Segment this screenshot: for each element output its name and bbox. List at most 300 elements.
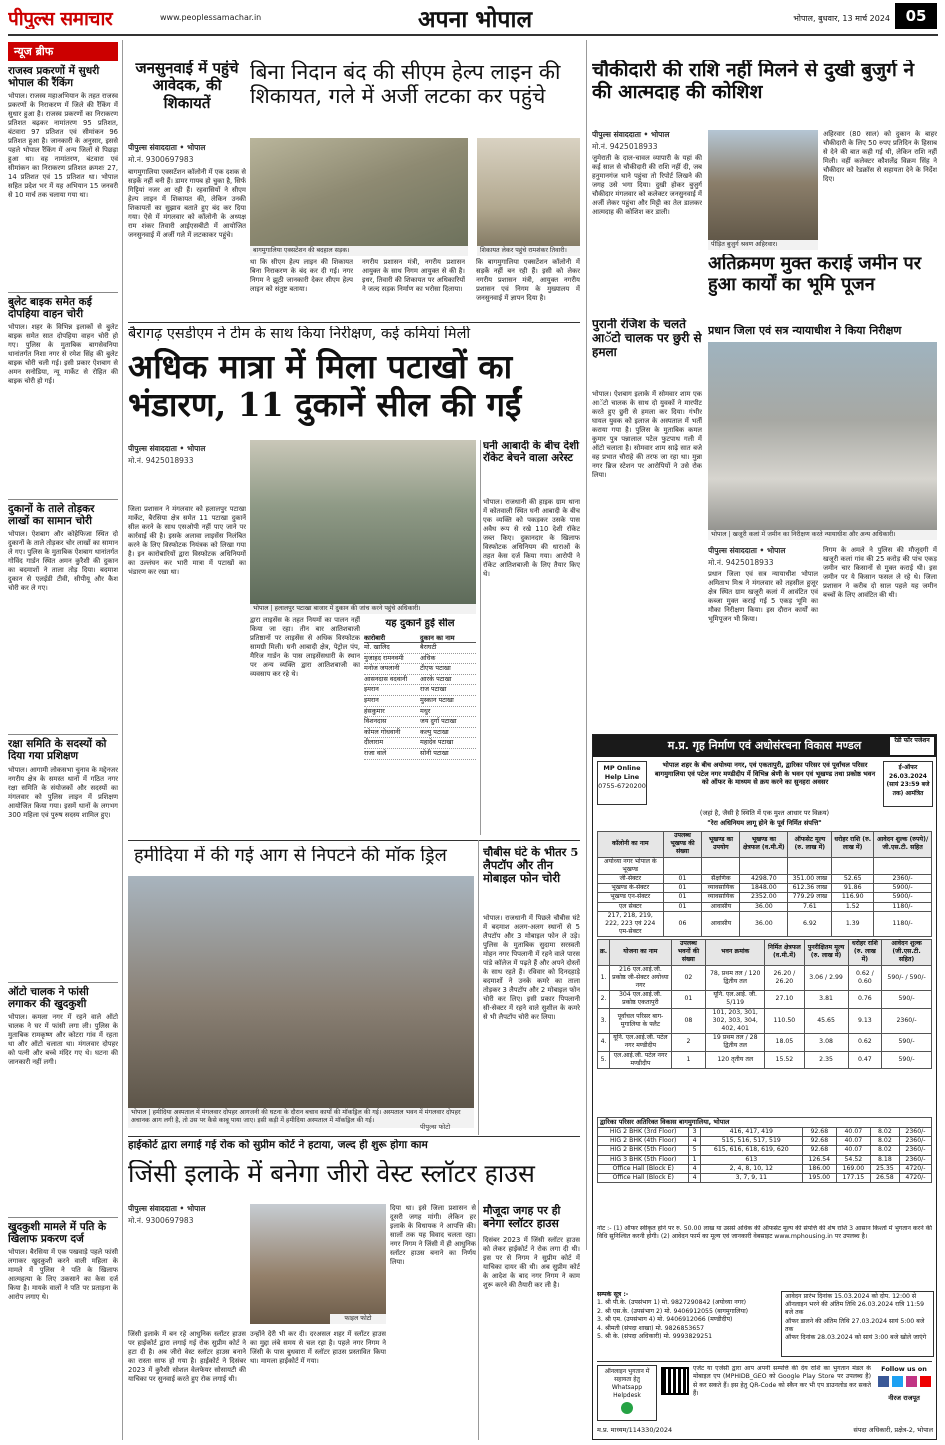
zero-col1: जिंसी इलाके में बन रहे आधुनिक स्लॉटर हाउस पर हाईकोर्ट द्वारा लगाई गई रोक सुप्रीम कोर्ट ने हटा दी है। अब जीरो वेस्ट स्लॉटर हाउस बनाने का रास्ता साफ हो गया है। हाईकोर्ट ने दिसंबर 2023 में कुरैशी सोशल वेलफेयर सोसायटी की याचिका पर सुनवाई करते हुए रोक लगाई थी। (128, 1330, 246, 1383)
table-cell: 1.52 (832, 902, 874, 911)
table-cell: 0.47 (848, 1051, 881, 1068)
table-cell: HIG 2 BHK (4th Floor) (598, 1137, 689, 1146)
table-cell: 26.20 / 26.20 (765, 965, 804, 991)
table-row (598, 1137, 932, 1146)
mock-photo-caption: भोपाल | हमीदिया अस्पताल में मंगलवार दोपहर आगजनी की घटना के दौरान बचाव कार्यों की मॉकड्रिल की गई। अस्पताल भवन में मंगलवार दोपहर अचानक आग लगी है, तो उस पर कैसे काबू पाया जाए। इसी कड़ी में हमीदिया अस्पताल में मॉकड्रिल की गई। (128, 1108, 474, 1128)
table-cell: 613 (700, 1155, 802, 1164)
table-cell: 8.02 (870, 1128, 899, 1137)
table-cell (874, 857, 932, 874)
table-row (598, 1164, 932, 1173)
sidebar-title: न्यूज ब्रीफ (8, 42, 118, 61)
sealed-table-cell: आरके पटाखा (420, 674, 452, 683)
table-cell: HIG 2 BHK (5th Floor) (598, 1146, 689, 1155)
table-cell: 52.65 (832, 875, 874, 884)
top-left-col1: बागमुगालिया एक्सटेंशन कॉलोनी में एक दशक से सड़कें नहीं बनी हैं। डामर गायब हो चुका है, सिर्फ गिट्टियां नजर आ रही हैं। रहवासियों ने सीएम हेल्प लाइन में शिकायत की, लेकिन उनकी शिकायतों का सुझाव बताते हुए बंद कर दिया गया। ऐसे में मंगलवार को कॉलोनी के अध्यक्ष राम शंकर तिवारी आईएसबीटी में आयोजित जनसुनवाई में अर्जी गले में लटकाकर पहुंचे। (128, 168, 246, 239)
protester-photo-caption: शिकायत लेकर पहुंचे रामशंकर तिवारी। (477, 246, 580, 256)
table-header-cell: भूखण्ड का उपयोग (702, 832, 740, 858)
sealed-table-row (364, 717, 476, 728)
brief-headline: दुकानों के ताले तोड़कर लाखों का सामान चोरी (8, 503, 95, 528)
table-cell: एल सेक्टर (598, 902, 664, 911)
table-cell: 40.07 (836, 1128, 870, 1137)
table-row (598, 1128, 932, 1137)
sealed-table-cell: दीलाराम (364, 738, 384, 747)
table-cell: 3.06 / 2.99 (804, 965, 848, 991)
zero-byline: पीपुल्स संवाददाता • भोपाल (128, 1204, 206, 1213)
brief-body: भोपाल। आगामी लोकसभा चुनाव के मद्देनजर नगरीय क्षेत्र के समस्त थानों में गठित नगर रक्षा समिति के संयोजकों और सदस्यों का मंगलवार को पुलिस लाइन में प्रशिक्षण आयोजित किया गया। इसमें थानों के लगभग 300 महिला एवं पुरुष सदस्य शामिल हुए। (8, 765, 118, 819)
advert-note: नोट :- (1) ऑफर स्वीकृत होने पर रु. 50.00 लाख या उससे अधिक की ऑफसेट मूल्य की संपत्ति की शेष राशि 3 आसान किश्तों में भुगतान करने की विधि सुनिश्चित करनी होगी। (2) आवेदन फार्म का मूल्य एवं जानकारी वेबसाइट www.mphousing.in पर उपलब्ध है। (597, 1225, 932, 1241)
table-header-cell: धरोहर राशि (रु. लाख में) (832, 832, 874, 858)
flats-table (597, 939, 932, 1069)
protester-photo (477, 138, 580, 254)
theft-body: भोपाल। राजधानी में पिछले चौबीस घंटे में बदमाश अलग-अलग स्थानों से 5 लैपटॉप और 3 मोबाइल फोन ले उड़े। पुलिस के मुताबिक सुदामा सरस्वती मोहन नगर पिपलानी में रहने वाले पारस पांडे कॉलेज में पढ़ते हैं और अपने दोस्तों के साथ रहते हैं। रविवार को दिनदहाड़े बदमाशों ने उनके कमरे का ताला तोड़कर 3 लैपटॉप और 2 मोबाइल फोन चोरी कर लिए। इसी प्रकार पिपलानी सी-सेक्टर में रहने वाले सुशील के कमरे से भी लैपटॉप चोरी कर लिया। (483, 914, 580, 1021)
table-cell: 590/- (882, 991, 932, 1008)
advert-title: म.प्र. गृह निर्माण एवं अधोसंरचना विकास मण्डल (667, 739, 862, 752)
table-cell: 01 (663, 875, 702, 884)
plots-table-wrap (597, 831, 932, 937)
table-header-cell: उपलब्ध भवनों की संख्या (671, 940, 706, 966)
top-right-mobile: मो.नं. 9425018933 (592, 142, 658, 151)
brief-headline: खुदकुशी मामले में पति के खिलाफ प्रकरण दर्ज (8, 1220, 107, 1245)
top-left-col3: नगरीय प्रशासन मंत्री, नगरीय प्रशासन आयुक्त के साथ निगम आयुक्त से की है। इधर, तिवारी की शिकायत पर अधिकारियों ने जल्द सड़क निर्माण का भरोसा दिलाया। (362, 258, 465, 293)
contact-item: 5. श्री के. (संपदा अधिकारी) मो. 9993829251 (597, 1333, 713, 1341)
table-cell: 40.07 (836, 1137, 870, 1146)
sealed-table-cell: सोनी पटाखा (420, 748, 449, 757)
inspection-photo-caption: भोपाल | खजूरी कलां में जमीन का निरीक्षण करते न्यायाधीश और अन्य अधिकारी। (708, 530, 937, 540)
officer-name: नीरज राजपूत (888, 1394, 920, 1402)
sealed-table-cell: मो. खालिद (364, 643, 390, 651)
sealed-table-cell: राजा वाले (364, 748, 387, 757)
sealed-table-header (364, 633, 476, 643)
table-cell: 216 एल.आई.जी. प्रकोष्ठ जी-सेक्टर अयोध्या नगर (610, 965, 672, 991)
advert-band (593, 735, 936, 757)
brief-body: भोपाल। राजस्व महाअभियान के तहत राजस्व प्रकरणों के निराकरण में जिले की रैंकिंग में सुधार हुआ है। राजस्व प्रकरणों का निराकरण प्रतिशत बढ़कर नामांतरण 95 प्रतिशत, बंटवारा 97 प्रतिशत एवं सीमांकन 96 प्रतिशत हुआ है। जानकारी के अनुसार, इससे पहले भोपाल रैंकिंग में अन्य जिलों से पिछड़ा हुआ था। वह नामांतरण, बंटवारा एवं सीमांकन का निराकरण प्रतिशत क्रमशः 27, 14 प्रतिशत एवं 15 प्रतिशत था। भोपाल सहित प्रदेश भर में यह अभियान 15 जनवरी से 10 मार्च तक चलाया गया था। (8, 92, 118, 200)
table-cell: 4 (689, 1174, 700, 1183)
table-cell: 19 प्रथम तल / 28 द्वितीय तल (706, 1034, 765, 1051)
sidebar-divider (122, 40, 123, 1440)
social-icons (875, 1376, 933, 1387)
table-cell: 18.05 (765, 1034, 804, 1051)
table-cell: 6.92 (788, 911, 832, 937)
table-cell: 2, 4, 8, 10, 12 (700, 1164, 802, 1173)
top-right-col2: अहिरवार (80 साल) को दुकान के बाहर चौकीदारी के लिए 50 रुपए प्रतिदिन के हिसाब से देने की बात कही गई थी, लेकिन राशि नहीं मिली। वहीं कलेक्टर कौशलेंद्र विक्रम सिंह ने चौकीदार को रेडक्रॉस से सहायता देने के निर्देश दिए। (823, 130, 937, 183)
contact-title: सम्पर्क सूत्र :- (597, 1291, 629, 1298)
table-cell: 120 तृतीय तल (706, 1051, 765, 1068)
encroach-mobile: मो.नं. 9425018933 (708, 558, 774, 567)
top-left-side-headline: जनसुनवाई में पहुंचे आवेदक, की शिकायतें (135, 60, 239, 112)
table-cell: 91.86 (832, 884, 874, 893)
helpline-label: MP Online Help Line (603, 764, 641, 781)
table-cell: 615, 616, 618, 619, 620 (700, 1146, 802, 1155)
table-cell: 5900/- (874, 893, 932, 902)
table-cell: 2360/- (882, 1008, 932, 1034)
table-cell: 3, 7, 9, 11 (700, 1174, 802, 1183)
table-cell: 92.68 (802, 1128, 836, 1137)
contact-item: 3. श्री एम. (उपसंभाग 4) मो. 9406912066 (मण्डीदीप) (597, 1316, 733, 1324)
table-cell: 110.50 (765, 1008, 804, 1034)
table-cell: 2352.00 (740, 893, 788, 902)
brief-body: भोपाल। शहर के विभिन्न इलाकों से बुलेट बाइक समेत सात दोपहिया वाहन चोरी हो गए। पुलिस के मुताबिक बागसेवनिया थानांतर्गत निशा नगर से रमेश सिंह की बुलेट बाइक चोरी चली गई। इसी प्रकार ऐशबाग से अमन सनोडिया, न्यू मार्केट से रोहित की बाइक चोरी हो गई। (8, 323, 118, 386)
e-offer-box: ई-ऑफर 26.03.2024 (सायं 23:59 बजे तक) आमंत्रित (883, 761, 933, 807)
brief-headline: बुलेट बाइक समेत कई दोपहिया वाहन चोरी (8, 296, 92, 321)
table-cell: भूखण्ड एन-सेक्टर (598, 893, 664, 902)
table-cell: 1. (598, 965, 610, 991)
encroach-col2: निगम के अमले ने पुलिस की मौजूदगी में खजूरी कलां गांव की 25 करोड़ की पांच एकड़ जमीन चार किसानों से मुक्त कराई थी। इस जमीन पर ये किसान फसल ले रहे थे। जिला प्रशासन ने करीब दो साल पहले यह जमीन बच्चों के लिए आवंटित की थी। (823, 546, 937, 599)
brief-item (8, 499, 118, 730)
zero-headline: जिंसी इलाके में बनेगा जीरो वेस्ट स्लॉटर हाउस (128, 1160, 535, 1188)
zero-side-body: दिसंबर 2023 में जिंसी स्लॉटर हाउस को लेकर हाईकोर्ट ने रोक लगा दी थी। इस पर से निगम ने सुप्रीम कोर्ट में याचिका दायर की थी। अब सुप्रीम कोर्ट के आदेश के बाद नगर निगम ने काम शुरू करने की तैयारी कर ली है। (483, 1236, 580, 1289)
brief-headline: ऑटो चालक ने फांसी लगाकर की खुदकुशी (8, 985, 89, 1010)
header-trader: कारोबारी (364, 634, 386, 642)
column-divider (480, 440, 481, 835)
table-cell: 36.00 (740, 911, 788, 937)
table-cell: 2360/- (874, 875, 932, 884)
table-cell: 4720/- (899, 1174, 931, 1183)
header-shop: दुकान का नाम (420, 634, 455, 642)
advert-notice: (जहां है, जैसी है स्थिति में एक मुश्त आधार पर विक्रय) (699, 809, 830, 817)
sealed-table-row (364, 707, 476, 718)
sealed-table-row (364, 749, 476, 760)
table-cell: 02 (671, 965, 706, 991)
table-cell: 8.02 (870, 1137, 899, 1146)
firecracker-shop-photo (250, 440, 476, 604)
table-cell: 4. (598, 1034, 610, 1051)
table-cell: 45.65 (804, 1008, 848, 1034)
contact-item: 1. श्री पी.के. (उपसंभाग 1) मो. 9827290842 (अयोध्या नगर) (597, 1299, 747, 1307)
table-header-cell: धरोहर राशि (रु. लाख में) (848, 940, 881, 966)
ranjit-headline: पुरानी रंजिश के चलते आॅटो चालक पर छुरी से हमला (592, 318, 702, 359)
sealed-table-cell: इमरान (364, 695, 379, 704)
table-header-cell: भवन क्रमांक (706, 940, 765, 966)
contact-item: 2. श्री एस.के. (उपसंभाग 2) मो. 9406912055 (बागमुगालिया) (597, 1307, 749, 1315)
top-left-col4: कि बागमुगालिया एक्सटेंशन कॉलोनी में सड़कें नहीं बन रही हैं। इसी को लेकर नगरीय प्रशासन मंत्री, आयुक्त नगरीय प्रशासन एवं निगम के मुख्यालय में जनसुनवाई में ज्ञापन दिया है। (476, 258, 580, 302)
table-row (598, 1008, 932, 1034)
table-cell: 8.18 (870, 1155, 899, 1164)
helpline-number: 0755-6720200 (598, 782, 646, 790)
flats-table-wrap (597, 939, 932, 1069)
top-left-byline: पीपुल्स संवाददाता • भोपाल (128, 143, 206, 152)
table-cell: 5900/- (874, 884, 932, 893)
table-row (598, 1034, 932, 1051)
dwarika-table-wrap (597, 1117, 932, 1183)
table-cell: 1848.00 (740, 884, 788, 893)
plots-table (597, 831, 932, 937)
table-cell: 3.08 (804, 1034, 848, 1051)
arrest-headline: घनी आबादी के बीच देशी रॉकेट बेचने वाला अरेस्ट (483, 440, 579, 465)
table-cell: 195.00 (802, 1174, 836, 1183)
mock-drill-photo (128, 876, 474, 1108)
table-row (598, 1174, 932, 1183)
table-cell: 612.36 लाख (788, 884, 832, 893)
zero-col3: दिया था। इसे जिला प्रशासन से दूसरी जगह मांगी। लेकिन हर इलाके के विधायक ने आपत्ति की। सालों तक यह विवाद चलता रहा। नगर निगम ने जिंसी में ही आधुनिक स्लॉटर हाउस बनाने का निर्णय लिया। (390, 1204, 476, 1266)
main-byline: पीपुल्स संवाददाता • भोपाल (128, 444, 206, 453)
table-row (598, 893, 932, 902)
zero-rule (128, 1136, 580, 1137)
table-cell: 416, 417, 419 (700, 1128, 802, 1137)
header-rule (8, 34, 938, 36)
sealed-table-cell: विशनदास (364, 717, 387, 726)
masthead-logo[interactable]: पीपुल्स समाचार (8, 8, 113, 29)
table-cell: 2360/- (899, 1128, 931, 1137)
instagram-icon[interactable] (906, 1376, 917, 1387)
helpline-box[interactable] (597, 761, 647, 805)
sealed-table-cell: मनोज जयलानी (364, 664, 400, 673)
table-header-cell: आवेदन शुल्क (जी.एस.टी. सहित) (882, 940, 932, 966)
twitter-icon[interactable] (892, 1376, 903, 1387)
sealed-table-cell: मधुर (420, 706, 431, 715)
sealed-table-cell: मुजाहद रामनवमी (364, 653, 404, 662)
table-cell: भूखण्ड के-सेक्टर (598, 884, 664, 893)
table-cell: 15.52 (765, 1051, 804, 1068)
table-cell: 126.54 (802, 1155, 836, 1164)
table-header-cell: पुनरीक्षितम मूल्य (रु. लाख में) (804, 940, 848, 966)
sealed-table-cell: अधिक (420, 653, 436, 662)
qr-code-icon[interactable] (661, 1367, 689, 1395)
whatsapp-icon (621, 1402, 633, 1414)
table-row (598, 857, 932, 874)
slaughterhouse-photo-caption: फाइल फोटो (330, 1314, 386, 1324)
sealed-table-cell: टीएफ पटाखा (420, 664, 451, 673)
issue-date: भोपाल, बुधवार, 13 मार्च 2024 (793, 14, 890, 23)
table-header-cell: आवेदन शुल्क (रुपये)/जी.एस.टी. सहित (874, 832, 932, 858)
table-row (598, 911, 932, 937)
table-row (598, 902, 932, 911)
table-cell: 169.00 (836, 1164, 870, 1173)
table-cell: 304 एल.आई.जी. प्रकोष्ठ एकतापुरी (610, 991, 672, 1008)
contact-list (597, 1291, 777, 1357)
main-col2: द्वारा लाइसेंस के तहत नियमों का पालन नहीं किया जा रहा। तीन बार आतिशबाजी प्रतिष्ठानों पर लाइसेंस से अधिक विस्फोटक सामग्री मिली। घनी आबादी क्षेत्र, पेट्रोल पंप, मैरिज गार्डन के पास लाइसेंसधारी के स्थान पर अन्य व्यक्ति द्वारा आतिशबाजी का व्यवसाय कर रहे थे। (250, 616, 360, 678)
table-cell (663, 857, 702, 874)
sealed-table-cell: इमरान (364, 685, 379, 694)
table-cell: 01 (671, 991, 706, 1008)
table-cell: 1.39 (832, 911, 874, 937)
ranjit-body: भोपाल। ऐशबाग इलाके में सोमवार शाम एक आॅटो चालक के साथ दो युवकों ने मारपीट करते हुए छुरी से हमला कर दिया। गंभीर घायल युवक को इलाज के अस्पताल में भर्ती कराया गया है। पुलिस के मुताबिक कमल कुमार पुत्र पन्नालाल पटेल फुटपाथ गली में ऑटो चलाता है। सोमवार शाम साढ़े सात बजे वह प्रभात चौराहे की तरफ जा रहा था। मुन्ना नगर ब्रिज स्टेशन पर आरोपियों ने उसे रोक लिया। (592, 390, 702, 479)
table-cell: 8.02 (870, 1146, 899, 1155)
table-cell: 177.15 (836, 1174, 870, 1183)
table-cell: 5. (598, 1051, 610, 1068)
table-cell: 92.68 (802, 1137, 836, 1146)
table-cell: 3. (598, 1008, 610, 1034)
brief-item (8, 982, 118, 1213)
table-cell: 217, 218, 219, 222, 223 एवं 224 एम-सेक्टर (598, 911, 664, 937)
table-cell: एल.आई.जी. पटेल नगर मण्डीदीप (610, 1051, 672, 1068)
officer-title: संपदा अधिकारी, प्रक्षेत्र-2, भोपाल (853, 1426, 933, 1434)
dwarika-table-title: द्वारिका परिसर अतिरिक्त विकास बागमुगालिया, भोपाल (597, 1117, 932, 1127)
column-divider (478, 1200, 479, 1440)
sealed-table-row (364, 728, 476, 739)
whatsapp-helpdesk-text: ऑनलाइन भुगतान में सहायता हेतु Whatsapp Helpdesk (604, 1368, 650, 1399)
table-cell: 92.68 (802, 1146, 836, 1155)
key-date: ऑफर दिनांक 28.03.2024 को सायं 3:00 बजे खोले जाएंगे (785, 1334, 927, 1342)
table-cell: 4 (689, 1164, 700, 1173)
table-cell: 78, प्रथम तल / 120 द्वितीय तल (706, 965, 765, 991)
table-cell: 590/- (882, 1034, 932, 1051)
table-cell (832, 857, 874, 874)
table-header-cell: योजना का नाम (610, 940, 672, 966)
zero-col2: उन्होंने देरी भी कर दी। दरअसल शहर में स्लॉटर हाउस का मुद्दा लंबे समय से चल रहा है। पहले नगर निगम ने जिंसी के पास बुधवारा में स्लॉटर हाउस प्रस्तावित किया था। मामला हाईकोर्ट में गया। (250, 1330, 386, 1365)
mock-rule (128, 840, 580, 841)
table-cell: 3 (689, 1128, 700, 1137)
sealed-table-cell: कल्पु पटाखा (420, 727, 449, 736)
table-cell: 2 (671, 1034, 706, 1051)
sealed-table-cell: बैराघटी (420, 643, 437, 651)
table-cell: 2360/- (899, 1155, 931, 1164)
brief-body: भोपाल। कमला नगर में रहने वाले ऑटो चालक ने घर में फांसी लगा ली। पुलिस के मुताबिक रामकृष्ण और कोटरा गांव में रहता था और ऑटो चलाता था। मंगलवार दोपहर को पत्नी और बच्चे मंदिर गए थे। घटना की जानकारी नहीं लगी। (8, 1012, 118, 1066)
encroach-subhead: प्रधान जिला एवं सत्र न्यायाधीश ने किया निरीक्षण (708, 324, 902, 337)
table-cell: 36.00 (740, 902, 788, 911)
table-cell: 351.00 लाख (788, 875, 832, 884)
sealed-table-row (364, 643, 476, 654)
advert-slogan: "रेरा अधिनियम लागू होने के पूर्व निर्मित संपत्ति" (707, 819, 822, 827)
table-cell: 9.13 (848, 1008, 881, 1034)
table-cell: 779.29 लाख (788, 893, 832, 902)
main-headline: अधिक मात्रा में मिला पटाखों का भंडारण, 11 दुकानें सील की गईं (128, 348, 522, 424)
table-cell: 590/- (882, 1051, 932, 1068)
inspection-photo (708, 342, 937, 538)
brief-item (8, 1217, 118, 1440)
road-photo (250, 138, 468, 254)
encroach-headline: अतिक्रमण मुक्त कराई जमीन पर हुआ कार्यों का भूमि पूजन (708, 254, 922, 295)
table-row (598, 991, 932, 1008)
key-dates-box (781, 1291, 934, 1357)
table-cell: आवासीय (702, 911, 740, 937)
road-photo-caption: बागमुगालिया एक्सटेंशन की बदहाल सड़क। (250, 246, 468, 256)
sealed-table-cell: कोमल गोधवानी (364, 727, 401, 736)
table-cell: 101, 203, 301, 302, 303, 304, 402, 401 (706, 1008, 765, 1034)
top-right-headline: चौकीदारी की राशि नहीं मिलने से दुखी बुजुर्ग ने की आत्मदाह की कोशिश (592, 60, 915, 103)
advert-intro: भोपाल शहर के बीच अयोध्या नगर, एवं एकतापुरी, द्वारिका परिसर एवं पूर्वांचल परिसर बागमुगालिया एवं पटेल नगर मण्डीदीप में विभिन्न श्रेणी के भवन एवं भूखण्ड तथा प्रकोष्ठ भवन को ऑफर के माध्यम से क्रय करने का सुनहरा अवसर (654, 761, 876, 787)
social-box (875, 1365, 933, 1421)
table-cell: 515, 516, 517, 519 (700, 1137, 802, 1146)
page-number: 05 (895, 3, 937, 29)
table-row (598, 875, 932, 884)
table-cell: यूनि. एल.आई. जी. 5/119 (706, 991, 765, 1008)
sealed-table-cell: हंसकुमार (364, 706, 385, 715)
table-header-cell: निर्मित क्षेत्रफल (व.मी.में) (765, 940, 804, 966)
table-cell: 01 (663, 893, 702, 902)
firecracker-photo-caption: भोपाल | हलालपुर पटाखा बाजार में दुकान की जांच करने पहुंचे अधिकारी। (250, 604, 476, 614)
ready-possession-badge: रेडी फॉर पजेशन (890, 737, 934, 755)
payment-app-text: एजेंट या एजेंसी द्वारा आप अपनी सम्पत्ति की देय राशि का भुगतान मंडल के मोबाइल एप (MPHIDB_GEO को Google Play Store पर उपलब्ध है) से कर सकते हैं। इस हेतु QR-Code को स्कैन कर भी एप डाउनलोड कर सकते हैं। (693, 1365, 871, 1397)
table-cell: 01 (663, 884, 702, 893)
zero-mobile: मो.नं. 9300697983 (128, 1216, 194, 1225)
table-cell: 3.81 (804, 991, 848, 1008)
table-cell: 27.10 (765, 991, 804, 1008)
table-cell: सैक्षणिक (702, 875, 740, 884)
youtube-icon[interactable] (920, 1376, 931, 1387)
whatsapp-helpdesk[interactable] (597, 1365, 657, 1421)
table-cell: 4298.70 (740, 875, 788, 884)
sealed-table-row (364, 675, 476, 686)
top-right-col1: जुमेराती के दाल-चावल व्यापारी के यहां की कई साल से चौकीदारी की राशि नहीं दी, जब हनुमानगंज थाने पहुंचा तो रिपोर्ट लिखने की जगह उसे भगा दिया। दुखी होकर बुजुर्ग चौकीदार मंगलवार को कलेक्टर जनसुनवाई में अर्जी लेकर पहुंचा और मिट्टी का तेल डालकर आत्मदाह की कोशिश कर डाली। (592, 154, 702, 216)
encroach-col1: प्रधान जिला एवं सत्र न्यायाधीश भोपाल अमिताभ मिश्र ने मंगलवार को तहसील हुजूर क्षेत्र स्थित ग्राम खजूरी कलां में आवंटित एवं कब्जा मुक्त कराई गई 5 एकड़ भूमि का मौका निरीक्षण किया। इस दौरान कार्यों का भूमिपूजन भी किया। (708, 570, 818, 623)
table-cell: 4720/- (899, 1164, 931, 1173)
table-cell: 4 (689, 1137, 700, 1146)
table-cell: 590/- / 590/- (882, 965, 932, 991)
table-cell: 06 (663, 911, 702, 937)
table-cell: 0.76 (848, 991, 881, 1008)
contact-item: 4. श्रीमती (संपदा शाखा) मो. 9826853657 (597, 1324, 705, 1332)
table-row (598, 1155, 932, 1164)
table-cell: 2360/- (899, 1146, 931, 1155)
sealed-table-cell: राज पटाखा (420, 685, 447, 694)
table-cell: 1180/- (874, 902, 932, 911)
arrest-body: भोपाल। राजधानी की हाइक ग्राम थाना में कोतवाली स्थित घनी आबादी के बीच एक व्यक्ति को पकड़कर उसके पास अवैध रूप से रखे 110 देशी रॉकेट जब्त किए। दुकानदार के खिलाफ विस्फोटक अधिनियम की धाराओं के तहत केस दर्ज किया गया। आरोपी ने रॉकेट आतिशबाजी के लिए तैयार किए थे। (483, 498, 580, 578)
table-cell: 26.58 (870, 1174, 899, 1183)
table-cell: 186.00 (802, 1164, 836, 1173)
table-cell (788, 857, 832, 874)
news-brief-sidebar (8, 42, 118, 1440)
main-mobile: मो.नं. 9425018933 (128, 456, 194, 465)
table-cell: HIG 2 BHK (3rd Floor) (598, 1128, 689, 1137)
table-cell: 1 (671, 1051, 706, 1068)
theft-headline: चौबीस घंटे के भीतर 5 लैपटॉप और तीन मोबाइल फोन चोरी (483, 846, 579, 886)
website-url[interactable]: www.peoplessamachar.in (160, 13, 262, 22)
table-row (598, 1146, 932, 1155)
housing-board-advert (592, 734, 937, 1440)
mock-headline: हमीदिया में की गई आग से निपटने की मॉक ड्रिल (134, 846, 447, 866)
brief-item (8, 292, 118, 495)
table-cell: Office Hall (Block E) (598, 1174, 689, 1183)
table-header-cell: भूखण्ड का क्षेत्रफल (व.मी.में) (740, 832, 788, 858)
sealed-table-title: यह दुकानें हुईं सील (385, 618, 455, 629)
column-divider (478, 840, 479, 1135)
mock-photo-credit: पीपुल्स फोटो (420, 1123, 451, 1131)
table-row (598, 884, 932, 893)
table-cell: 54.52 (836, 1155, 870, 1164)
zero-side-headline: मौजूदा जगह पर ही बनेगा स्लॉटर हाउस (483, 1204, 561, 1231)
sealed-table-row (364, 696, 476, 707)
top-left-mobile: मो.नं. 9300697983 (128, 155, 194, 164)
table-cell: पूर्वांचल परिसर बाग-मुगालिया के फ्लैट (610, 1008, 672, 1034)
brief-headline: राजस्व प्रकरणों में सुधरी भोपाल की रैंकिंग (8, 65, 100, 90)
table-cell: 1180/- (874, 911, 932, 937)
key-date: ऑनलाइन भरने की अंतिम तिथि 26.03.2024 रात्रि 11:59 बजे तक (785, 1301, 925, 1317)
table-cell: 25.35 (870, 1164, 899, 1173)
brief-item (8, 734, 118, 977)
table-header-cell: कॉलोनी का नाम (598, 832, 664, 858)
brief-item (8, 65, 118, 288)
sealed-table-cell: मुस्कान पटाखा (420, 695, 454, 704)
elder-photo (708, 130, 818, 248)
table-cell: जी-सेक्टर (598, 875, 664, 884)
table-cell: 40.07 (836, 1146, 870, 1155)
table-header-cell: क्र. (598, 940, 610, 966)
table-header-cell: ऑफसेट मूल्य (रु. लाख में) (788, 832, 832, 858)
table-cell: 0.62 (848, 1034, 881, 1051)
table-cell: 08 (671, 1008, 706, 1034)
brief-headline: रक्षा समिति के सदस्यों को दिया गया प्रशिक्षण (8, 738, 107, 763)
encroach-byline: पीपुल्स संवाददाता • भोपाल (708, 546, 786, 555)
main-col1: जिला प्रशासन ने मंगलवार को हलालपुर पटाखा मार्केट, बैरसिया क्षेत्र समेत 11 पटाखा दुकानें सील करने के साथ एसओपी नहीं पाए जाने पर कार्रवाई की है। इसके अलावा लाइसेंस निलंबित करने के लिए विस्फोटक नियंत्रक को लिखा गया है। इन कारोबारियों द्वारा विस्फोटक अधिनियमों का उल्लंघन कर भारी मात्रा में पटाखों का भंडारण कर रखा था। (128, 505, 246, 576)
table-cell: 2. (598, 991, 610, 1008)
table-cell: अयोध्या नगर भोपाल के भूखण्ड (598, 857, 664, 874)
table-cell: व्यावसायिक (702, 884, 740, 893)
table-cell: 2360/- (899, 1137, 931, 1146)
slaughterhouse-photo (250, 1204, 386, 1324)
sealed-table-row (364, 664, 476, 675)
table-row (598, 1051, 932, 1068)
table-cell: व्यावसायिक (702, 893, 740, 902)
key-date: ऑफर डालने की अंतिम तिथि 27.03.2024 सायं 5:00 बजे तक (785, 1317, 925, 1333)
sealed-table-row (364, 685, 476, 696)
table-cell: आवासीय (702, 902, 740, 911)
zero-kicker: हाईकोर्ट द्वारा लगाई गई रोक को सुप्रीम कोर्ट ने हटाया, जल्द ही शुरू होगा काम (128, 1139, 428, 1151)
facebook-icon[interactable] (878, 1376, 889, 1387)
top-left-col2: था कि सीएम हेल्प लाइन की शिकायत बिना निराकरण के बंद कर दी गई। नगर निगम ने झूठी जानकारी देकर सीएम हेल्प लाइन को संतुष्ट बताया। (250, 258, 353, 293)
sealed-table-cell: महादेव पटाखा (420, 738, 454, 747)
section-title: अपना भोपाल (417, 6, 533, 32)
table-cell: 1 (689, 1155, 700, 1164)
